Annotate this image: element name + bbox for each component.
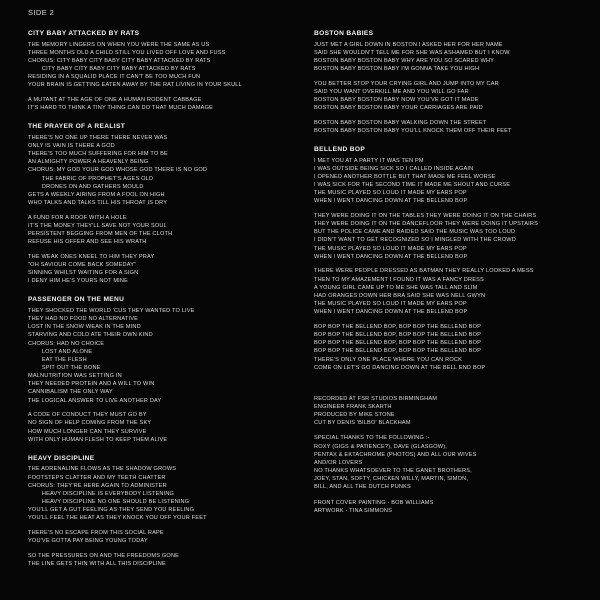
lyric-line: A MUTANT AT THE AGE OF ONE A HUMAN RODENT CABBAGE	[28, 96, 202, 103]
lyric-line: THE LOGICAL ANSWER TO LIVE ANOTHER DAY	[28, 397, 162, 404]
lyric-line: BOSTON BABY BOSTON BABY WALKING DOWN THE STREET	[314, 119, 487, 126]
lyric-line: IT'S HARD TO THINK A TINY THING CAN DO THAT MUCH DAMAGE	[28, 105, 214, 112]
lyric-line: THEY SHOCKED THE WORLD 'CUS THEY WANTED TO LIVE	[28, 307, 195, 314]
song-entry	[314, 30, 576, 135]
credit-line: FRONT COVER PAINTING - BOB WILLIAMS	[314, 499, 434, 506]
lyric-block	[28, 307, 290, 405]
left-song-list	[28, 30, 290, 568]
lyric-line: THE MEMORY LINGERS ON WHEN YOU WERE THE SAME AS US	[28, 41, 210, 48]
song-title: PASSENGER ON THE MENU	[28, 296, 125, 304]
lyric-line: YOUR BRAIN IS GETTING EATEN AWAY BY THE RAT LIVING IN YOUR SKULL	[28, 82, 242, 89]
credits-spacer	[314, 383, 576, 393]
song-title: BELLEND BOP	[314, 146, 366, 154]
credit-block	[314, 395, 576, 428]
lyric-block	[314, 212, 576, 261]
lyric-block	[314, 119, 576, 135]
song-title: BOSTON BABIES	[314, 30, 374, 37]
lyric-line: STARVING AND COLD ATE THEIR OWN KIND	[28, 332, 153, 339]
lyric-line: BOP BOP THE BELLEND BOP, BOP BOP THE BELLEND BOP	[314, 323, 482, 330]
credit-block	[314, 499, 576, 515]
left-column	[28, 30, 290, 592]
lyric-line: I WAS OUTSIDE BEING SICK SO I CALLED INSIDE AGAIN	[314, 165, 474, 172]
song-entry	[314, 146, 576, 372]
lyric-line: SAID SHE WOULDN'T TELL ME FOR SHE WAS ASHAMED BUT I KNOW	[314, 49, 510, 56]
credit-line: ENGINEER FRANK SKARTH	[314, 403, 392, 410]
lyric-block	[28, 134, 290, 207]
credit-line: SPECIAL THANKS TO THE FOLLOWING :-	[314, 435, 430, 442]
lyric-line: HEAVY DISCIPLINE IS EVERYBODY LISTENING	[28, 490, 175, 497]
lyric-block	[314, 267, 576, 316]
lyric-block	[28, 552, 290, 568]
lyric-line: THREE MONTHS OLD A CHILD STILL YOU LIVED OFF LOVE AND FUSS	[28, 49, 226, 56]
credit-line: CUT BY DENIS 'BILBO' BLACKHAM	[314, 420, 411, 427]
lyric-line: CHORUS: THEY'RE HERE AGAIN TO ADMINISTER	[28, 482, 167, 489]
lyric-line: ONLY IS VAIN IS THERE A GOD	[28, 142, 115, 149]
lyric-line: CHORUS: HAD NO CHOICE	[28, 340, 105, 347]
song-entry	[28, 455, 290, 568]
lyric-line: I OPENED ANOTHER BOTTLE BUT THAT MADE ME FEEL WORSE	[314, 173, 496, 180]
lyric-line: I MET YOU AT A PARTY IT WAS TEN PM	[314, 157, 424, 164]
lyric-line: LOST IN THE SNOW WEAK IN THE MIND	[28, 324, 141, 331]
lyric-line: HEAVY DISCIPLINE NO ONE SHOULD BE LISTENING	[28, 499, 190, 506]
right-song-list	[314, 30, 576, 372]
lyric-block	[314, 157, 576, 206]
credit-line: BILL, AND ALL THE DUTCH PUNKS	[314, 484, 411, 491]
lyric-line: CHORUS: CITY BABY CITY BABY CITY BABY ATTACKED BY RATS	[28, 57, 211, 64]
lyric-line: WHO TALKS AND TALKS TILL HIS THROAT IS DRY	[28, 200, 168, 206]
lyric-line: THEN TO MY AMAZEMENT I FOUND IT WAS A FANCY DRESS	[314, 276, 484, 283]
lyric-line: EAT THE FLESH	[28, 356, 87, 363]
credit-line: AND/OR LOVERS	[314, 459, 363, 466]
lyric-line: THEY WERE DOING IT ON THE TABLES THEY WERE DOING IT ON THE CHAIRS	[314, 213, 537, 219]
lyric-line: I DENY HIM HE'S YOURS NOT MINE	[28, 278, 129, 285]
lyric-line: HOW MUCH LONGER CAN THEY SURVIVE	[28, 428, 147, 435]
lyric-line: THEY WERE DOING IT ON THE DANCEFLOOR THEY WERE DOING IT UPSTAIRS	[314, 221, 539, 228]
lyric-line: NO SIGN OF HELP COMING FROM THE SKY	[28, 420, 152, 427]
lyric-line: AN ALMIGHTY POWER A HEAVENLY BEING	[28, 159, 149, 166]
lyric-line: HAD ORANGES DOWN HER BRA SAID SHE WAS NELL GWYN	[314, 292, 486, 299]
credit-block	[314, 434, 576, 491]
lyric-line: WHEN I WENT DANCING DOWN AT THE BELLEND BOP	[314, 198, 468, 205]
lyric-line: THERE'S ONLY ONE PLACE WHERE YOU CAN ROCK	[314, 356, 463, 363]
credit-line: ARTWORK - TINA SIMMONS	[314, 507, 393, 514]
lyric-line: LOST AND ALONE	[28, 348, 93, 355]
lyric-line: YOU'LL GET A GUT FEELING AS THEY SEND YOU REELING	[28, 507, 195, 514]
song-title: HEAVY DISCIPLINE	[28, 454, 95, 462]
lyric-line: "OH SAVIOUR COME BACK SOMEDAY"	[28, 261, 137, 268]
lyric-line: YOU'LL FEEL THE HEAT AS THEY KNOCK YOU OFF YOUR FEET	[28, 515, 207, 522]
lyric-line: DRONES ON AND GATHERS MOULD	[28, 183, 144, 190]
right-column	[314, 30, 576, 592]
lyric-line: REFUSE HIS OFFER AND SEE HIS WRATH	[28, 239, 147, 246]
lyric-block	[314, 41, 576, 74]
lyric-line: WHEN I WENT DANCING DOWN AT THE BELLEND BOP	[314, 309, 468, 316]
lyric-line: CITY BABY CITY BABY CITY BABY ATTACKED BY RATS	[28, 65, 196, 72]
lyric-line: THE WEAK ONES KNEEL TO HIM THEY PRAY	[28, 253, 155, 260]
lyric-line: SINNING WHILST WAITING FOR A SIGN	[28, 270, 139, 277]
lyric-line: JUST MET A GIRL DOWN IN BOSTON I ASKED HER FOR HER NAME	[314, 41, 503, 48]
lyric-line: THE FABRIC OF PROPHET'S AGES OLD	[28, 175, 154, 182]
lyric-line: THE MUSIC PLAYED SO LOUD IT MADE MY EARS POP	[314, 245, 467, 252]
lyric-line: THE ADRENALINE FLOWS AS THE SHADOW GROWS	[28, 466, 177, 473]
credit-line: PENTAX & EKTACHROME (PHOTOS) AND ALL OUR WIVES	[314, 451, 477, 458]
lyric-line: BOP BOP THE BELLEND BOP, BOP BOP THE BELLEND BOP	[314, 348, 482, 355]
lyric-line: I WAS SICK FOR THE SECOND TIME IT MADE ME SHOUT AND CURSE	[314, 182, 511, 189]
lyric-line: BOSTON BABY BOSTON BABY I'M GONNA TAKE YOU HIGH	[314, 65, 480, 72]
side-label: SIDE 2	[28, 8, 55, 17]
lyric-block	[28, 214, 290, 247]
lyric-line: BUT THE POLICE CAME AND RAIDED SAID THE MUSIC WAS TOO LOUD	[314, 229, 516, 236]
lyric-line: CANNIBALISM THE ONLY WAY	[28, 389, 113, 396]
lyric-line: PERSISTENT BEGGING FROM MEN OF THE CLOTH	[28, 230, 173, 237]
lyric-line: THE LINE GETS THIN WITH ALL THIS DISCIPLINE	[28, 560, 166, 567]
lyric-line: THEY HAD NO FOOD NO ALTERNATIVE	[28, 316, 139, 323]
lyric-block	[28, 253, 290, 286]
credits-section	[314, 395, 576, 515]
lyric-line: SAID YOU WANT OVERKILL ME AND YOU WILL GO FAR	[314, 88, 469, 95]
lyric-line: RESIDING IN A SQUALID PLACE IT CAN'T BE TOO MUCH FUN	[28, 74, 201, 81]
credit-line: ROXY (GIGS & PATIENCE?), DAVE (GLASGOW),	[314, 443, 447, 450]
song-entry	[28, 123, 290, 285]
song-title: CITY BABY ATTACKED BY RATS	[28, 30, 140, 37]
lyric-line: THERE'S NO ONE UP THERE THERE NEVER WAS	[28, 134, 168, 141]
credit-line: PRODUCED BY MIKE STONE	[314, 412, 395, 419]
lyric-line: YOU'VE GOTTA PAY BEING YOUNG TODAY	[28, 538, 148, 545]
lyric-line: THEY NEEDED PROTEIN AND A WILL TO WIN	[28, 381, 155, 388]
lyric-line: YOU BETTER STOP YOUR CRYING GIRL AND JUMP INTO MY CAR	[314, 80, 499, 87]
lyric-line: BOSTON BABY BOSTON BABY WHY ARE YOU SO SCARED WHY	[314, 57, 495, 64]
lyric-line: IT'S THE MONEY THEY'LL SAVE NOT YOUR SOUL	[28, 222, 167, 229]
lyric-block	[314, 80, 576, 113]
lyric-block	[28, 529, 290, 545]
lyric-line: A FUND FOR A ROOF WITH A HOLE	[28, 214, 127, 221]
lyric-block	[28, 41, 290, 90]
lyric-block	[314, 323, 576, 372]
lyric-line: MALNUTRITION WAS SETTING IN	[28, 373, 122, 380]
lyric-line: FOOTSTEPS CLATTER AND MY TEETH CHATTER	[28, 474, 166, 481]
song-entry	[28, 30, 290, 112]
credit-line: RECORDED AT FSR STUDIOS BIRMINGHAM	[314, 395, 438, 402]
song-entry	[28, 296, 290, 444]
lyric-line: WHEN I WENT DANCING DOWN AT THE BELLEND BOP	[314, 253, 468, 260]
lyric-line: SO THE PRESSURES ON AND THE FREEDOMS GONE	[28, 552, 180, 559]
credit-line: JOEY, STAN, SOFTY, CHICKEN WILLY, MARTIN, SIMON,	[314, 476, 469, 483]
lyric-block	[28, 96, 290, 112]
lyric-line: BOSTON BABY BOSTON BABY YOU'LL KNOCK THEM OFF THEIR FEET	[314, 127, 512, 134]
lyric-line: THE MUSIC PLAYED SO LOUD IT MADE MY EARS POP	[314, 301, 467, 308]
lyric-line: BOP BOP THE BELLEND BOP, BOP BOP THE BELLEND BOP	[314, 332, 482, 339]
lyric-block	[28, 411, 290, 444]
lyric-line: THERE WERE PEOPLE DRESSED AS BATMAN THEY REALLY LOOKED A MESS	[314, 268, 534, 275]
lyric-line: BOSTON BABY BOSTON BABY YOUR CARRIAGES ARE PAID	[314, 105, 483, 112]
lyric-line: COME ON LET'S GO DANCING DOWN AT THE BELL END BOP	[314, 364, 486, 371]
lyric-line: WITH ONLY HUMAN FLESH TO KEEP THEM ALIVE	[28, 436, 168, 443]
lyric-line: THERE'S NO ESCAPE FROM THIS SOCIAL RAPE	[28, 530, 164, 536]
credit-line: NO THANKS WHATSOEVER TO THE GANET BROTHERS,	[314, 468, 472, 475]
lyric-line: GETS A WEEKLY AIRING FROM A FOOL ON HIGH	[28, 191, 165, 198]
lyric-line: A CODE OF CONDUCT THEY MUST GO BY	[28, 412, 147, 419]
lyric-line: SPIT OUT THE BONE	[28, 365, 101, 371]
lyric-line: THE MUSIC PLAYED SO LOUD IT MADE MY EARS POP	[314, 190, 467, 197]
lyric-line: BOSTON BABY BOSTON BABY NOW YOU'VE GOT IT MADE	[314, 96, 479, 103]
lyrics-columns	[28, 30, 578, 592]
lyric-line: THERE'S TOO MUCH SUFFERING FOR HIM TO BE	[28, 151, 168, 158]
lyric-line: I DIDN'T WANT TO GET RECOGNIZED SO I MINGLED WITH THE CROWD	[314, 237, 516, 244]
song-title: THE PRAYER OF A REALIST	[28, 123, 126, 131]
lyric-line: BOP BOP THE BELLEND BOP, BOP BOP THE BELLEND BOP	[314, 340, 482, 347]
lyric-line: A YOUNG GIRL CAME UP TO ME SHE WAS TALL AND SLIM	[314, 284, 478, 291]
lyric-line: CHORUS: MY GOD YOUR GOD WHOSE GOD THERE IS NO GOD	[28, 167, 208, 174]
lyric-block	[28, 465, 290, 522]
